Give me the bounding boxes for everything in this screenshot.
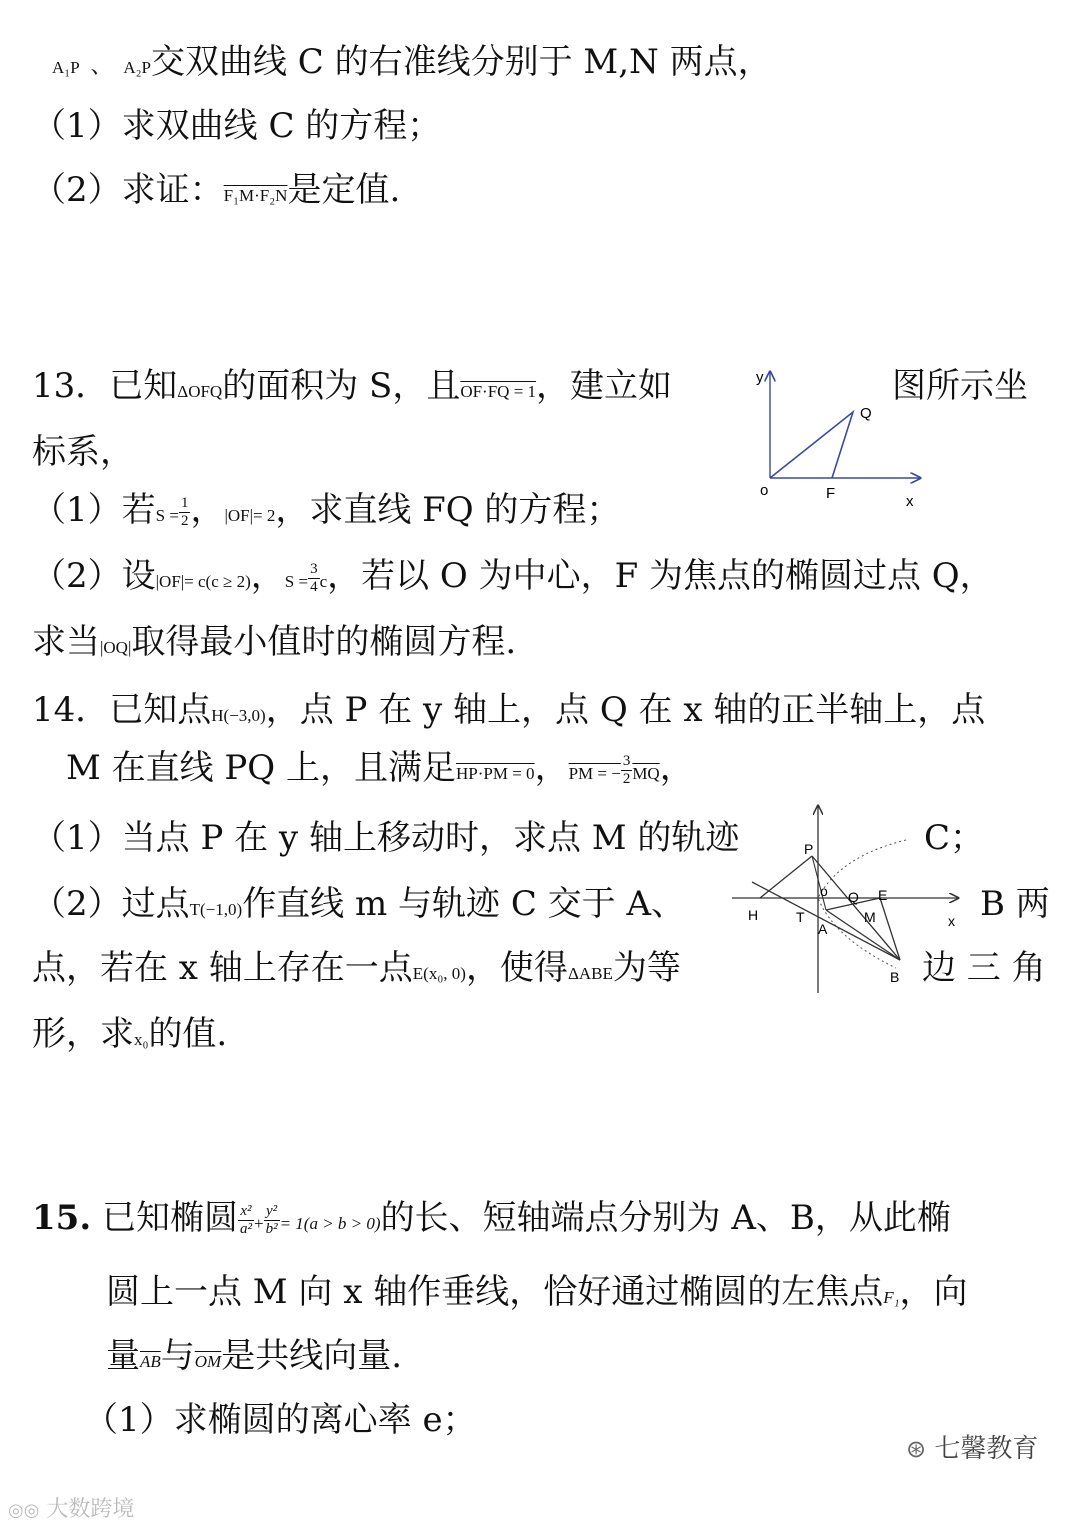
p12-q2-pre: （2）求证：: [32, 170, 224, 210]
watermark-logo-icon: ◎◎: [8, 1500, 40, 1521]
p14-line5-end: 边 三 角: [922, 948, 1046, 988]
p15-f1: F₁: [883, 1288, 900, 1307]
p13-line1-end: 图所示坐: [892, 366, 1028, 406]
p14-question-2: （2）过点T(−1,0)作直线 m 与轨迹 C 交于 A、: [32, 884, 686, 924]
trajectory-curve: [818, 840, 906, 968]
fraction-three-halves: $\frac{3}{2}$: [622, 752, 631, 787]
p15-question-1: （1）求椭圆的离心率 e；: [84, 1400, 477, 1440]
label-q: Q: [860, 405, 872, 422]
p14-line1: 14．已知点H(−3,0)，点 P 在 y 轴上，点 Q 在 x 轴的正半轴上，点: [32, 690, 986, 730]
p15-line3: 量$\overline{AB}$与$\overline{OM}$是共线向量.: [106, 1336, 403, 1376]
fraction-three-quarters: $\frac{3}{4}$: [310, 560, 318, 595]
p14-question-2-end: B 两: [980, 884, 1050, 924]
p14-line2: M 在直线 PQ 上，且满足HP·PM = 0，PM = − $\frac{3}{2}$ $\overline{MQ}$，: [66, 748, 694, 788]
p13-t3: ，建立如: [536, 366, 673, 406]
p14-line5: 点，若在 x 轴上存在一点E(x₀, 0)，使得ΔABE为等: [32, 948, 681, 988]
p13-q2-s: S =: [284, 572, 309, 591]
label-f: F: [826, 485, 836, 502]
p12-q2-math: F₁M·F₂N: [223, 186, 288, 205]
p14-dot-product: HP·PM = 0: [456, 764, 535, 783]
p13-q1-s: S =: [155, 506, 179, 525]
label-o: o: [820, 883, 828, 899]
triangle-ofq: [770, 412, 853, 478]
p15-line1: 15. 已知椭圆 $\frac{\text{x²}}{\text{a²}}$ + $\frac{\text{y²}}{\text{b²}}$ = 1(a > b > 0)的长、短轴端点分别为 A、B，从此椭: [32, 1198, 951, 1238]
p13-line1: [32, 366, 672, 412]
p13-triangle: ΔOFQ: [177, 382, 223, 401]
p12-question-2: [32, 170, 400, 216]
label-y: y: [756, 369, 764, 386]
p13-question-1: [32, 490, 620, 536]
p12-sep: 、: [90, 54, 113, 79]
label-o: o: [760, 482, 769, 499]
p14-pm: PM = −: [568, 764, 621, 783]
problem-15-number: 15.: [32, 1198, 92, 1238]
p12-a2p: A₂P: [123, 58, 151, 77]
label-x: x: [948, 913, 955, 929]
label-x: x: [906, 493, 914, 510]
wechat-icon: ⊛: [906, 1435, 927, 1463]
p13-oq: |OQ|: [100, 638, 132, 657]
watermark-left: ◎◎ 大数跨境: [8, 1497, 135, 1522]
p13-line2: 标系，: [32, 432, 134, 472]
p13-dot-product: OF·FQ = 1: [460, 382, 537, 401]
line-hp: [760, 856, 812, 898]
p14-point-h: H(−3,0): [211, 706, 266, 725]
p13-question-2: （2）设|OF|= c(c ≥ 2)，S = $\frac{3}{4}$ c，若以 O 为中心，F 为焦点的椭圆过点 Q，: [32, 556, 994, 596]
watermark-right: ⊛ 七馨教育: [906, 1434, 1039, 1464]
p14-mq: $\overline{MQ}$: [632, 764, 660, 783]
figure-13-coordinate-diagram: [740, 360, 930, 510]
p13-t1: 已知: [109, 366, 178, 406]
p14-point-t: T(−1,0): [189, 900, 243, 919]
p15-vector-om: $\overline{OM}$: [194, 1352, 222, 1371]
p13-q1-mid: ，: [190, 490, 225, 530]
p14-question-1-end: C；: [924, 818, 985, 858]
label-b: B: [890, 969, 900, 985]
problem-14-number: 14．: [32, 690, 110, 730]
p14-line6: 形，求x₀的值.: [32, 1014, 228, 1054]
p12-a1p: A₁P: [52, 58, 80, 77]
label-m: M: [864, 909, 876, 925]
problem-13-number: 13．: [32, 366, 110, 406]
label-a: A: [818, 921, 828, 937]
label-e: E: [878, 887, 888, 903]
label-p: P: [804, 841, 814, 857]
p13-q2-post: ，若以 O 为中心，F 为焦点的椭圆过点 Q，: [327, 556, 994, 596]
figure-14-trajectory-diagram: [730, 798, 966, 998]
p14-point-e: E(x₀, 0): [412, 964, 466, 983]
p13-t2: 的面积为 S，且: [222, 366, 461, 406]
p14-triangle: ΔABE: [567, 964, 613, 983]
label-q: Q: [848, 889, 859, 905]
label-h: H: [748, 907, 759, 923]
p13-line5: 求当|OQ|取得最小值时的椭圆方程.: [32, 622, 517, 662]
line-ab: [826, 910, 900, 960]
fraction-y2-b2: $\frac{\text{y²}}{\text{b²}}$: [265, 1202, 278, 1237]
fraction-x2-a2: $\frac{\text{x²}}{\text{a²}}$: [239, 1202, 252, 1237]
fraction-one-half: $\frac{1}{2}$: [180, 494, 189, 529]
p13-q2-pre: （2）设: [32, 556, 156, 596]
p14-question-1: （1）当点 P 在 y 轴上移动时，求点 M 的轨迹: [32, 818, 740, 858]
p15-equation-tail: = 1(a > b > 0): [279, 1214, 381, 1233]
label-t: T: [796, 909, 805, 925]
p13-q1-post: ，求直线 FQ 的方程；: [275, 490, 621, 530]
p15-vector-ab: $\overline{AB}$: [140, 1352, 161, 1371]
p13-q1-of: |OF|= 2: [224, 506, 276, 525]
p13-q1-pre: （1）若: [32, 490, 156, 530]
p15-line2: 圆上一点 M 向 x 轴作垂线，恰好通过椭圆的左焦点F₁，向: [106, 1272, 968, 1312]
p12-q2-post: 是定值.: [287, 170, 401, 210]
p13-q2-of: |OF|= c(c ≥ 2): [155, 572, 251, 591]
p12-line1-text: 交双曲线 C 的右准线分别于 M,N 两点，: [150, 42, 772, 82]
p12-question-1: （1）求双曲线 C 的方程；: [32, 106, 442, 146]
p12-line1: [52, 42, 772, 88]
p14-x0: x₀: [134, 1030, 149, 1049]
